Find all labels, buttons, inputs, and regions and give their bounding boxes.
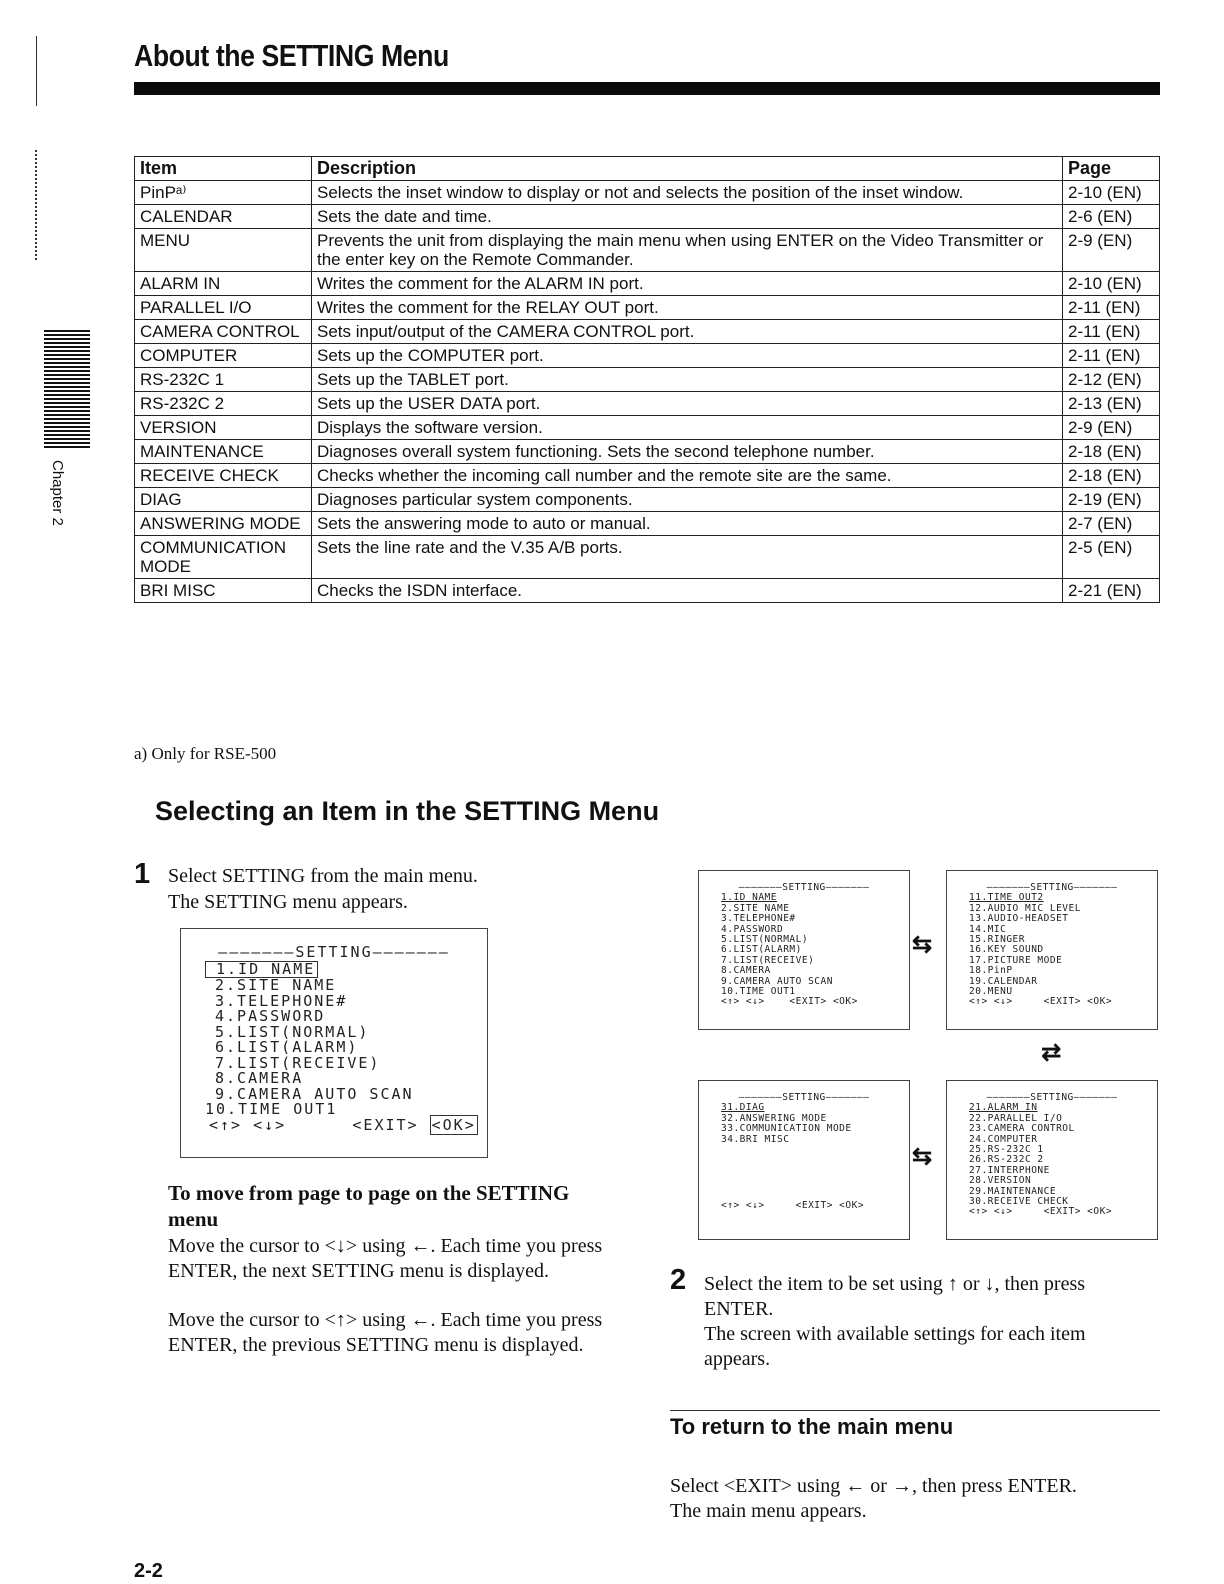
menu-item[interactable]: 3.TELEPHONE# [721, 913, 796, 925]
menu-item[interactable]: 14.MIC [969, 923, 1007, 935]
table-row [135, 272, 1160, 296]
page-title: About the SETTING Menu [134, 38, 449, 73]
step1-line1: Select SETTING from the main menu. [168, 865, 478, 887]
menu-item[interactable]: 16.KEY SOUND [969, 944, 1044, 956]
cell-description: Sets input/output of the CAMERA CONTROL port. [312, 320, 1063, 344]
table-row [135, 229, 1160, 272]
cell-item: DIAG [135, 488, 312, 512]
cell-item: CAMERA CONTROL [135, 320, 312, 344]
footnote: a) Only for RSE-500 [134, 744, 277, 763]
cell-page: 2-21 (EN) [1063, 579, 1160, 603]
menu-item[interactable]: 12.AUDIO MIC LEVEL [969, 902, 1081, 914]
cell-item: COMPUTER [135, 344, 312, 368]
table-row [135, 512, 1160, 536]
cell-page: 2-10 (EN) [1063, 181, 1160, 205]
menu-item[interactable]: 34.BRI MISC [721, 1133, 790, 1145]
chapter-tab-stripes [44, 330, 90, 448]
table-row [135, 320, 1160, 344]
screen-page-4: ———————SETTING——————— 31.DIAG 32.ANSWERING MODE 33.COMMUNICATION MODE 34.BRI MISC <↑> <↓> <EXIT> <OK> [698, 1080, 910, 1240]
cell-description: Checks whether the incoming call number and the remote site are the same. [312, 464, 1063, 488]
cell-page: 2-11 (EN) [1063, 320, 1160, 344]
menu-item[interactable]: 27.INTERPHONE [969, 1164, 1050, 1176]
cell-description: Sets the date and time. [312, 205, 1063, 229]
menu-item[interactable]: 2.SITE NAME [721, 902, 790, 914]
table-row [135, 296, 1160, 320]
step2-line1: Select the item to be set using ↑ or ↓, then press ENTER. [704, 1273, 1086, 1320]
menu-item[interactable]: 9.CAMERA AUTO SCAN [215, 1084, 414, 1103]
menu-item[interactable]: 33.COMMUNICATION MODE [721, 1123, 852, 1135]
menu-item[interactable]: 31.DIAG [721, 1102, 765, 1114]
header-item: Item [135, 157, 312, 181]
section-rule [670, 1410, 1160, 1411]
cell-item: BRI MISC [135, 579, 312, 603]
cell-description: Displays the software version. [312, 416, 1063, 440]
cell-description: Selects the inset window to display or not and selects the position of the inset window. [312, 181, 1063, 205]
menu-item[interactable]: 13.AUDIO-HEADSET [969, 913, 1069, 925]
menu-item[interactable]: 5.LIST(NORMAL) [721, 934, 809, 946]
screen-title: ———————SETTING——————— [218, 943, 450, 961]
menu-item[interactable]: 18.PinP [969, 965, 1013, 977]
cell-item: RS-232C 2 [135, 392, 312, 416]
swap-arrows-icon: ⇆ [912, 931, 933, 958]
menu-item[interactable]: 32.ANSWERING MODE [721, 1112, 827, 1124]
cell-item: MAINTENANCE [135, 440, 312, 464]
cell-item: RECEIVE CHECK [135, 464, 312, 488]
screen-page-2-footer: <↑> <↓> <EXIT> <OK> [969, 996, 1113, 1008]
cell-description: Sets up the TABLET port. [312, 368, 1063, 392]
cell-item: RS-232C 1 [135, 368, 312, 392]
screen-page-3-footer: <↑> <↓> <EXIT> <OK> [969, 1206, 1113, 1218]
setting-items-table [134, 156, 1160, 603]
section-title: Selecting an Item in the SETTING Menu [155, 796, 660, 826]
cell-description: Diagnoses overall system functioning. Sets the second telephone number. [312, 440, 1063, 464]
screen-page-1-footer: <↑> <↓> <EXIT> <OK> [721, 996, 858, 1008]
cell-page: 2-6 (EN) [1063, 205, 1160, 229]
menu-item[interactable]: 28.VERSION [969, 1175, 1032, 1187]
cell-description: Diagnoses particular system components. [312, 488, 1063, 512]
down-nav[interactable]: <↓> [253, 1115, 287, 1134]
menu-item[interactable]: 4.PASSWORD [721, 923, 784, 935]
cell-page: 2-5 (EN) [1063, 536, 1160, 579]
menu-item[interactable]: 26.RS-232C 2 [969, 1154, 1044, 1166]
table-row [135, 205, 1160, 229]
table-row [135, 368, 1160, 392]
table-row [135, 579, 1160, 603]
cell-item: PARALLEL I/O [135, 296, 312, 320]
menu-item[interactable]: 6.LIST(ALARM) [721, 944, 802, 956]
cell-page: 2-19 (EN) [1063, 488, 1160, 512]
exit-option[interactable]: <EXIT> [352, 1115, 419, 1134]
move-pages-p2: Move the cursor to <↑> using ←. Each time you press ENTER, the previous SETTING menu is displayed. [168, 1309, 603, 1356]
title-bar [134, 82, 1160, 95]
screen-page-1: ———————SETTING——————— 1.ID NAME 2.SITE NAME 3.TELEPHONE# 4.PASSWORD 5.LIST(NORMAL) 6.LIST(ALARM) 7.LIST(RECEIVE) 8.CAMERA 9.CAMERA AUTO SCAN 10.TIME OUT1 <↑> <↓> <EXIT> <OK> [698, 870, 910, 1030]
cell-page: 2-12 (EN) [1063, 368, 1160, 392]
menu-item[interactable]: 11.TIME OUT2 [969, 892, 1044, 904]
table-row [135, 416, 1160, 440]
menu-item[interactable]: 20.MENU [969, 986, 1013, 998]
cell-page: 2-18 (EN) [1063, 440, 1160, 464]
cell-page: 2-11 (EN) [1063, 296, 1160, 320]
menu-item[interactable]: 17.PICTURE MODE [969, 954, 1063, 966]
cell-description: Sets up the USER DATA port. [312, 392, 1063, 416]
step2-number: 2 [670, 1264, 687, 1296]
screen-items [181, 961, 487, 1118]
page-number: 2-2 [134, 1560, 163, 1582]
move-pages-p1: Move the cursor to <↓> using ←. Each time you press ENTER, the next SETTING menu is displayed. [168, 1235, 603, 1282]
menu-item[interactable]: 15.RINGER [969, 934, 1025, 946]
menu-item[interactable]: 30.RECEIVE CHECK [969, 1196, 1069, 1208]
screen-footer [181, 1115, 487, 1134]
cell-description: Checks the ISDN interface. [312, 579, 1063, 603]
menu-item[interactable]: 1.ID NAME [205, 961, 318, 979]
menu-item[interactable]: 23.CAMERA CONTROL [969, 1123, 1075, 1135]
screen-page-3: ———————SETTING——————— 21.ALARM IN 22.PARALLEL I/O 23.CAMERA CONTROL 24.COMPUTER 25.RS-232C 1 26.RS-232C 2 27.INTERPHONE 28.VERSION 29.MAINTENANCE 30.RECEIVE CHECK <↑> <↓> <EXIT> <OK> [946, 1080, 1158, 1240]
cell-description: Writes the comment for the RELAY OUT port. [312, 296, 1063, 320]
table-row [135, 488, 1160, 512]
up-nav[interactable]: <↑> [209, 1115, 243, 1134]
setting-menu-screen [180, 928, 488, 1158]
swap-arrows-icon: ⇆ [912, 1143, 933, 1170]
step1-number: 1 [134, 858, 151, 890]
menu-item[interactable]: 10.TIME OUT1 [205, 1100, 338, 1118]
screen-page-4-footer: <↑> <↓> <EXIT> <OK> [721, 1200, 865, 1212]
menu-item[interactable]: 29.MAINTENANCE [969, 1185, 1057, 1197]
table-row [135, 181, 1160, 205]
cell-description: Sets the answering mode to auto or manual. [312, 512, 1063, 536]
header-page: Page [1063, 157, 1160, 181]
table-row [135, 344, 1160, 368]
return-line1: Select <EXIT> using ← or →, then press ENTER. [670, 1475, 1077, 1497]
cell-page: 2-18 (EN) [1063, 464, 1160, 488]
table-row [135, 440, 1160, 464]
menu-item[interactable]: 8.CAMERA [215, 1069, 304, 1087]
move-pages-heading: To move from page to page on the SETTING menu [168, 1181, 570, 1231]
menu-item[interactable]: 1.ID NAME [721, 892, 777, 904]
cell-description: Sets up the COMPUTER port. [312, 344, 1063, 368]
cell-page: 2-10 (EN) [1063, 272, 1160, 296]
margin-line [36, 36, 37, 106]
cell-description: Writes the comment for the ALARM IN port. [312, 272, 1063, 296]
cell-page: 2-13 (EN) [1063, 392, 1160, 416]
cell-item: COMMUNICATION MODE [135, 536, 312, 579]
table-row [135, 536, 1160, 579]
menu-item[interactable]: 24.COMPUTER [969, 1133, 1038, 1145]
cell-item: CALENDAR [135, 205, 312, 229]
menu-item[interactable]: 10.TIME OUT1 [721, 986, 796, 998]
chapter-label: Chapter 2 [49, 460, 66, 526]
menu-item[interactable]: 8.CAMERA [721, 965, 771, 977]
menu-item[interactable]: 9.CAMERA AUTO SCAN [721, 975, 833, 987]
menu-item[interactable]: 25.RS-232C 1 [969, 1144, 1044, 1156]
cell-page: 2-9 (EN) [1063, 229, 1160, 272]
step1-line2: The SETTING menu appears. [168, 891, 408, 913]
table-row [135, 464, 1160, 488]
table-row [135, 392, 1160, 416]
cell-item: PinPᵃ⁾ [135, 181, 312, 205]
menu-item[interactable]: 2.SITE NAME [215, 976, 337, 994]
menu-item[interactable]: 6.LIST(ALARM) [215, 1038, 359, 1056]
menu-item[interactable]: 22.PARALLEL I/O [969, 1112, 1063, 1124]
table-header-row [135, 157, 1160, 181]
menu-item[interactable]: 19.CALENDAR [969, 975, 1038, 987]
cell-page: 2-7 (EN) [1063, 512, 1160, 536]
ok-option[interactable]: <OK> [431, 1115, 476, 1134]
swap-arrows-vertical-icon: ⇅ [1036, 1042, 1064, 1063]
menu-item[interactable]: 7.LIST(RECEIVE) [215, 1053, 381, 1072]
header-description: Description [312, 157, 1063, 181]
table-body [135, 181, 1160, 603]
cell-page: 2-11 (EN) [1063, 344, 1160, 368]
menu-item[interactable]: 4.PASSWORD [215, 1007, 326, 1025]
cell-item: ALARM IN [135, 272, 312, 296]
cell-description: Sets the line rate and the V.35 A/B ports. [312, 536, 1063, 579]
return-heading: To return to the main menu [670, 1414, 954, 1439]
step2-line2: The screen with available settings for each item appears. [704, 1323, 1086, 1370]
menu-item[interactable]: 7.LIST(RECEIVE) [721, 954, 815, 966]
cell-page: 2-9 (EN) [1063, 416, 1160, 440]
cell-item: ANSWERING MODE [135, 512, 312, 536]
return-line2: The main menu appears. [670, 1500, 867, 1522]
margin-dots [35, 150, 40, 260]
menu-item[interactable]: 3.TELEPHONE# [215, 991, 348, 1010]
menu-item[interactable]: 21.ALARM IN [969, 1102, 1038, 1114]
cell-description: Prevents the unit from displaying the main menu when using ENTER on the Video Transmitter or the enter key on the Remote Commander. [312, 229, 1063, 272]
menu-item[interactable]: 5.LIST(NORMAL) [215, 1022, 370, 1041]
cell-item: VERSION [135, 416, 312, 440]
screen-page-2: ———————SETTING——————— 11.TIME OUT2 12.AUDIO MIC LEVEL 13.AUDIO-HEADSET 14.MIC 15.RINGER 16.KEY SOUND 17.PICTURE MODE 18.PinP 19.CALENDAR 20.MENU <↑> <↓> <EXIT> <OK> [946, 870, 1158, 1030]
cell-item: MENU [135, 229, 312, 272]
